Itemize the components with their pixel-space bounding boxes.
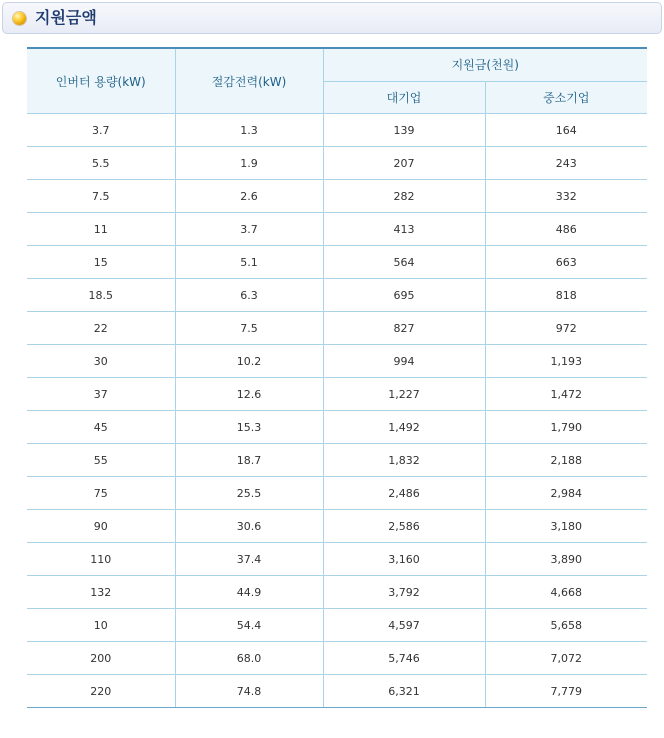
cell-capacity: 18.5 — [27, 279, 175, 312]
cell-sme: 2,984 — [485, 477, 647, 510]
cell-sme: 486 — [485, 213, 647, 246]
header-saved-power: 절감전력(kW) — [175, 48, 323, 114]
cell-sme: 2,188 — [485, 444, 647, 477]
cell-capacity: 30 — [27, 345, 175, 378]
cell-capacity: 75 — [27, 477, 175, 510]
cell-capacity: 22 — [27, 312, 175, 345]
section-header — [2, 2, 662, 34]
table-row — [27, 411, 647, 444]
table-row — [27, 609, 647, 642]
cell-saved-power: 7.5 — [175, 312, 323, 345]
cell-capacity: 200 — [27, 642, 175, 675]
cell-sme: 663 — [485, 246, 647, 279]
header-sme: 중소기업 — [485, 81, 647, 114]
cell-sme: 3,180 — [485, 510, 647, 543]
cell-saved-power: 74.8 — [175, 675, 323, 708]
cell-saved-power: 18.7 — [175, 444, 323, 477]
cell-capacity: 90 — [27, 510, 175, 543]
header-capacity: 인버터 용량(kW) — [27, 48, 175, 114]
cell-large-company: 564 — [323, 246, 485, 279]
cell-large-company: 3,792 — [323, 576, 485, 609]
cell-saved-power: 44.9 — [175, 576, 323, 609]
cell-large-company: 282 — [323, 180, 485, 213]
table-row — [27, 576, 647, 609]
cell-sme: 7,072 — [485, 642, 647, 675]
cell-sme: 4,668 — [485, 576, 647, 609]
table-row — [27, 444, 647, 477]
cell-large-company: 1,227 — [323, 378, 485, 411]
cell-large-company: 6,321 — [323, 675, 485, 708]
cell-saved-power: 25.5 — [175, 477, 323, 510]
cell-capacity: 10 — [27, 609, 175, 642]
bullet-dot-icon — [13, 12, 26, 25]
table-body — [27, 114, 647, 708]
cell-saved-power: 1.3 — [175, 114, 323, 147]
cell-sme: 1,193 — [485, 345, 647, 378]
table-row — [27, 510, 647, 543]
table-row — [27, 675, 647, 708]
cell-large-company: 994 — [323, 345, 485, 378]
cell-capacity: 110 — [27, 543, 175, 576]
cell-saved-power: 15.3 — [175, 411, 323, 444]
subsidy-table — [27, 47, 647, 708]
cell-capacity: 220 — [27, 675, 175, 708]
table-row — [27, 147, 647, 180]
cell-capacity: 5.5 — [27, 147, 175, 180]
cell-large-company: 1,832 — [323, 444, 485, 477]
table-row — [27, 642, 647, 675]
cell-saved-power: 30.6 — [175, 510, 323, 543]
cell-large-company: 2,586 — [323, 510, 485, 543]
table-row — [27, 180, 647, 213]
cell-sme: 5,658 — [485, 609, 647, 642]
table-row — [27, 312, 647, 345]
cell-capacity: 37 — [27, 378, 175, 411]
table-row — [27, 345, 647, 378]
table-header-row — [27, 48, 647, 81]
cell-sme: 1,790 — [485, 411, 647, 444]
cell-sme: 332 — [485, 180, 647, 213]
cell-saved-power: 5.1 — [175, 246, 323, 279]
cell-sme: 243 — [485, 147, 647, 180]
cell-saved-power: 2.6 — [175, 180, 323, 213]
cell-saved-power: 10.2 — [175, 345, 323, 378]
cell-large-company: 2,486 — [323, 477, 485, 510]
table-row — [27, 378, 647, 411]
cell-large-company: 207 — [323, 147, 485, 180]
cell-capacity: 11 — [27, 213, 175, 246]
cell-capacity: 3.7 — [27, 114, 175, 147]
cell-large-company: 413 — [323, 213, 485, 246]
cell-sme: 7,779 — [485, 675, 647, 708]
cell-large-company: 5,746 — [323, 642, 485, 675]
cell-saved-power: 68.0 — [175, 642, 323, 675]
cell-saved-power: 1.9 — [175, 147, 323, 180]
cell-capacity: 7.5 — [27, 180, 175, 213]
cell-large-company: 695 — [323, 279, 485, 312]
cell-saved-power: 12.6 — [175, 378, 323, 411]
header-subsidy-group: 지원금(천원) — [323, 48, 647, 81]
table-row — [27, 543, 647, 576]
cell-large-company: 3,160 — [323, 543, 485, 576]
cell-capacity: 55 — [27, 444, 175, 477]
section-title: 지원금액 — [35, 8, 97, 27]
cell-large-company: 1,492 — [323, 411, 485, 444]
cell-saved-power: 37.4 — [175, 543, 323, 576]
table-row — [27, 279, 647, 312]
header-large-company: 대기업 — [323, 81, 485, 114]
table-row — [27, 477, 647, 510]
cell-saved-power: 6.3 — [175, 279, 323, 312]
cell-sme: 818 — [485, 279, 647, 312]
cell-sme: 1,472 — [485, 378, 647, 411]
cell-capacity: 15 — [27, 246, 175, 279]
cell-large-company: 827 — [323, 312, 485, 345]
cell-large-company: 4,597 — [323, 609, 485, 642]
cell-sme: 164 — [485, 114, 647, 147]
table-row — [27, 246, 647, 279]
cell-saved-power: 3.7 — [175, 213, 323, 246]
cell-saved-power: 54.4 — [175, 609, 323, 642]
cell-sme: 972 — [485, 312, 647, 345]
cell-capacity: 132 — [27, 576, 175, 609]
table-row — [27, 114, 647, 147]
cell-capacity: 45 — [27, 411, 175, 444]
cell-sme: 3,890 — [485, 543, 647, 576]
cell-large-company: 139 — [323, 114, 485, 147]
table-row — [27, 213, 647, 246]
